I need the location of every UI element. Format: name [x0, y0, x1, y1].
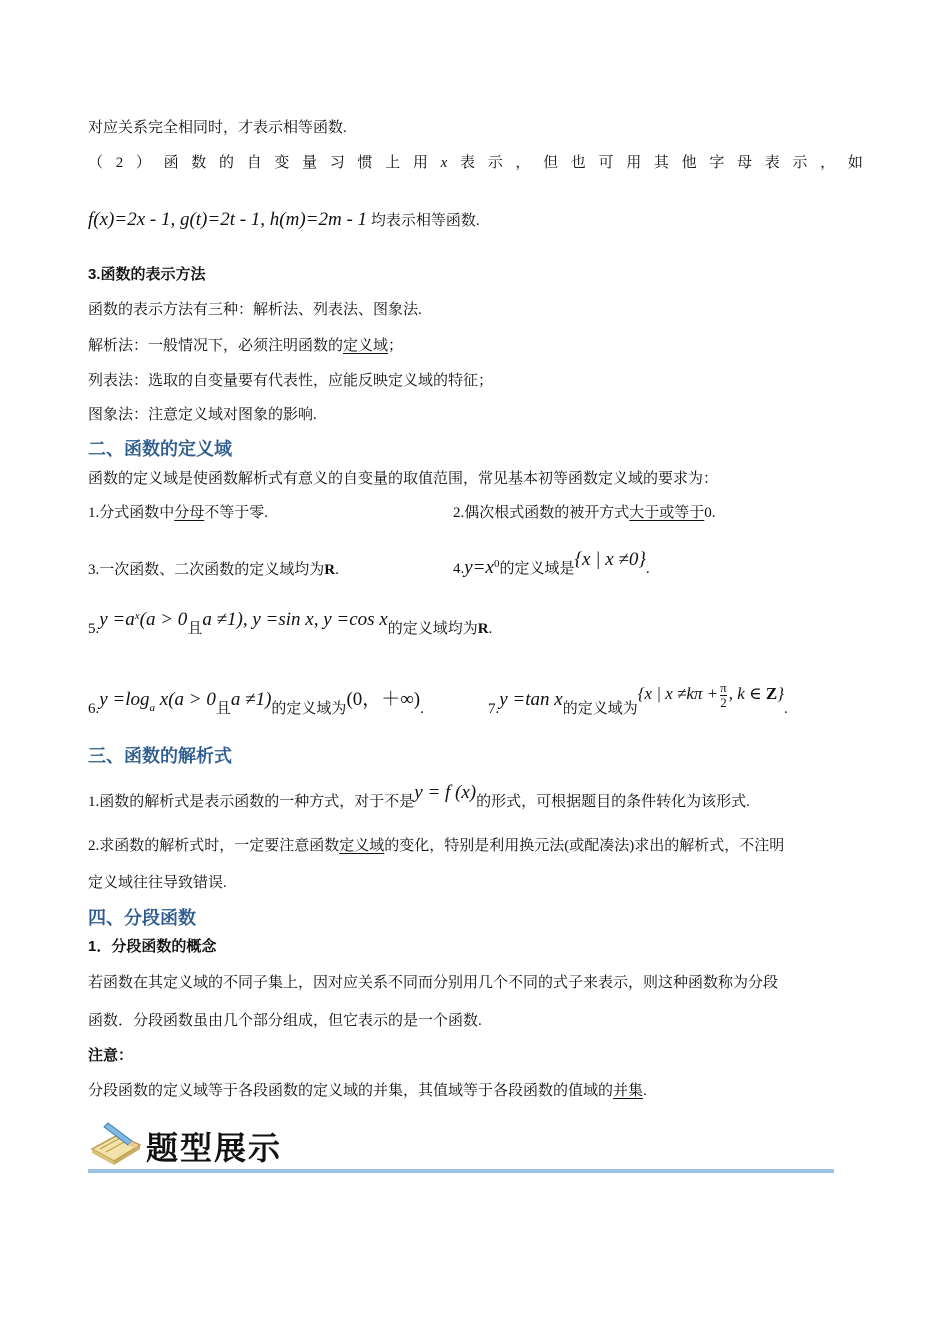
spread-char: （	[88, 155, 104, 171]
item5-R: R	[477, 621, 489, 637]
piecewise-p2: 函数．分段函数虽由几个部分组成，但它表示的是一个函数.	[88, 1013, 482, 1029]
notebook-pencil-icon	[88, 1115, 146, 1169]
item6-math: y =log	[99, 689, 150, 710]
spread-char: 其	[653, 155, 669, 171]
spread-char: 数	[191, 155, 207, 171]
analytic-p1-math: y = f (x)	[414, 782, 477, 803]
domain-item-5	[88, 608, 492, 645]
domain-item-2	[453, 503, 716, 523]
item7-Z: Z	[765, 684, 778, 703]
spread-char: 量	[302, 155, 318, 171]
spread-char: 表	[764, 155, 780, 171]
spread-char: 用	[626, 155, 642, 171]
analytic-underlined: 定义域	[339, 838, 385, 854]
item2-underlined: 大于或等于	[629, 505, 705, 521]
piecewise-p3-text: 分段函数的定义域等于各段函数的定义域的并集，其值域等于各段函数的值域的	[88, 1083, 614, 1099]
item2-end: 0.	[704, 505, 716, 521]
spread-char: x	[440, 155, 448, 171]
intro-line1: 对应关系完全相同时，才表示相等函数.	[88, 120, 347, 136]
item5-cond: (a > 0	[139, 609, 188, 630]
item6-cond: x(a > 0	[155, 689, 216, 710]
item5-num: 5.	[88, 621, 100, 637]
domain-item-1	[88, 503, 268, 523]
fraction-denominator: 2	[720, 694, 727, 710]
item7-set-b: , k ∈	[728, 684, 766, 703]
heading-domain: 二、函数的定义域	[88, 439, 232, 459]
spread-char: 变	[274, 155, 290, 171]
heading-piecewise: 四、分段函数	[88, 908, 196, 928]
section3-p2	[88, 336, 403, 356]
underlined-term: 定义域	[343, 338, 389, 354]
domain-item-6	[88, 689, 424, 730]
spread-char: 用	[412, 155, 428, 171]
domain-item-4	[453, 548, 650, 585]
spread-char: 母	[737, 155, 753, 171]
item6-range: (0，＋∞)	[346, 689, 421, 710]
spread-char: 表	[459, 155, 475, 171]
equal-functions-formula: f(x)=2x - 1, g(t)=2t - 1, h(m)=2m - 1	[88, 209, 368, 230]
item6-and: 且	[215, 701, 231, 717]
item5-math: y =a	[99, 609, 135, 630]
domain-item-7	[488, 679, 788, 725]
item4-num: 4.	[453, 561, 465, 577]
item1-end: 不等于零.	[204, 505, 269, 521]
spread-char: 自	[246, 155, 262, 171]
spread-char: 字	[709, 155, 725, 171]
item1-underlined: 分母	[174, 505, 205, 521]
piecewise-underlined: 并集	[613, 1083, 644, 1099]
spread-char: 示	[487, 155, 503, 171]
item4-text: 的定义域是	[499, 561, 575, 577]
spread-char: ）	[135, 155, 151, 171]
analytic-p1	[88, 782, 750, 817]
spread-char: 习	[329, 155, 345, 171]
intro-line2	[88, 153, 863, 173]
item7-set-a: {x | x ≠kπ +	[637, 684, 719, 703]
section3-p3: 列表法：选取的自变量要有代表性，应能反映定义域的特征；	[88, 373, 494, 389]
spread-char: 惯	[357, 155, 373, 171]
spread-char: 他	[681, 155, 697, 171]
spread-char: 上	[385, 155, 401, 171]
section3-p4: 图象法：注意定义域对图象的影响.	[88, 407, 317, 423]
spread-char: 但	[543, 155, 559, 171]
analytic-p2-end: 的变化，特别是利用换元法(或配凑法)求出的解析式，不注明	[384, 838, 785, 854]
spread-char: 2	[115, 155, 124, 171]
item6-text: 的定义域为	[271, 701, 347, 717]
item6-end: .	[420, 701, 424, 717]
item4-math: y=x	[464, 557, 494, 578]
section3-p2-text: 解析法：一般情况下，必须注明函数的	[88, 338, 344, 354]
item5-sup: x	[134, 610, 140, 622]
piecewise-note: 注意：	[88, 1047, 134, 1064]
pi-over-two-fraction	[720, 681, 727, 710]
analytic-p3: 定义域往往导致错误.	[88, 875, 227, 891]
domain-intro: 函数的定义域是使函数解析式有意义的自变量的取值范围，常见基本初等函数定义域的要求为：	[88, 471, 719, 487]
item7-set	[637, 679, 785, 710]
item7-text: 的定义域为	[562, 701, 638, 717]
domain-item-3	[88, 560, 339, 580]
piecewise-p3	[88, 1081, 647, 1101]
item7-math: y =tan x	[499, 689, 563, 710]
analytic-p2	[88, 836, 784, 856]
heading-analytic: 三、函数的解析式	[88, 746, 232, 766]
banner-underline	[88, 1169, 834, 1173]
item6-cond2: a ≠1)	[230, 689, 272, 710]
item3-R: R	[324, 562, 336, 578]
analytic-p1-end: 的形式，可根据题目的条件转化为该形式.	[476, 794, 750, 810]
section-banner	[88, 1115, 834, 1177]
analytic-p2-text: 2.求函数的解析式时，一定要注意函数	[88, 838, 340, 854]
spread-char: 的	[219, 155, 235, 171]
spread-char: ，	[515, 155, 531, 171]
piecewise-subtitle: 1．分段函数的概念	[88, 938, 217, 955]
item3-end: .	[335, 562, 339, 578]
spread-char: 可	[598, 155, 614, 171]
formula-suffix: 均表示相等函数.	[370, 213, 480, 229]
piecewise-p3-end: .	[643, 1083, 647, 1099]
item7-num: 7.	[488, 701, 500, 717]
fraction-numerator: π	[720, 679, 727, 695]
item4-sup: 0	[493, 558, 500, 570]
section3-p2-end: ；	[388, 338, 404, 354]
item5-text: 的定义域均为	[387, 621, 478, 637]
item5-and: 且	[187, 621, 203, 637]
analytic-p1-text: 1.函数的解析式是表示函数的一种方式，对于不是	[88, 794, 415, 810]
item7-end: .	[784, 701, 788, 717]
item6-sub: a	[149, 702, 156, 714]
spread-char: 示	[792, 155, 808, 171]
item2-text: 2.偶次根式函数的被开方式	[453, 505, 630, 521]
intro-formula-line	[88, 210, 480, 231]
spread-char: 函	[163, 155, 179, 171]
section3-p1: 函数的表示方法有三种：解析法、列表法、图象法.	[88, 302, 422, 318]
piecewise-p1: 若函数在其定义域的不同子集上，因对应关系不同而分别用几个不同的式子来表示，则这种函数称为分段	[88, 975, 779, 991]
spread-char: 如	[847, 155, 863, 171]
spread-char: 也	[570, 155, 586, 171]
section3-title: 3.函数的表示方法	[88, 266, 206, 283]
item7-set-c: }	[777, 684, 785, 703]
item6-num: 6.	[88, 701, 100, 717]
item4-set: {x | x ≠0}	[574, 549, 646, 570]
spread-char: ，	[820, 155, 836, 171]
item5-end: .	[488, 621, 493, 637]
item3-text: 3.一次函数、二次函数的定义域均为	[88, 562, 325, 578]
item5-cond2: a ≠1), y =sin x, y =cos x	[202, 609, 388, 630]
item4-end: .	[645, 561, 650, 577]
banner-title: 题型展示	[146, 1129, 283, 1167]
item1-text: 1.分式函数中	[88, 505, 175, 521]
